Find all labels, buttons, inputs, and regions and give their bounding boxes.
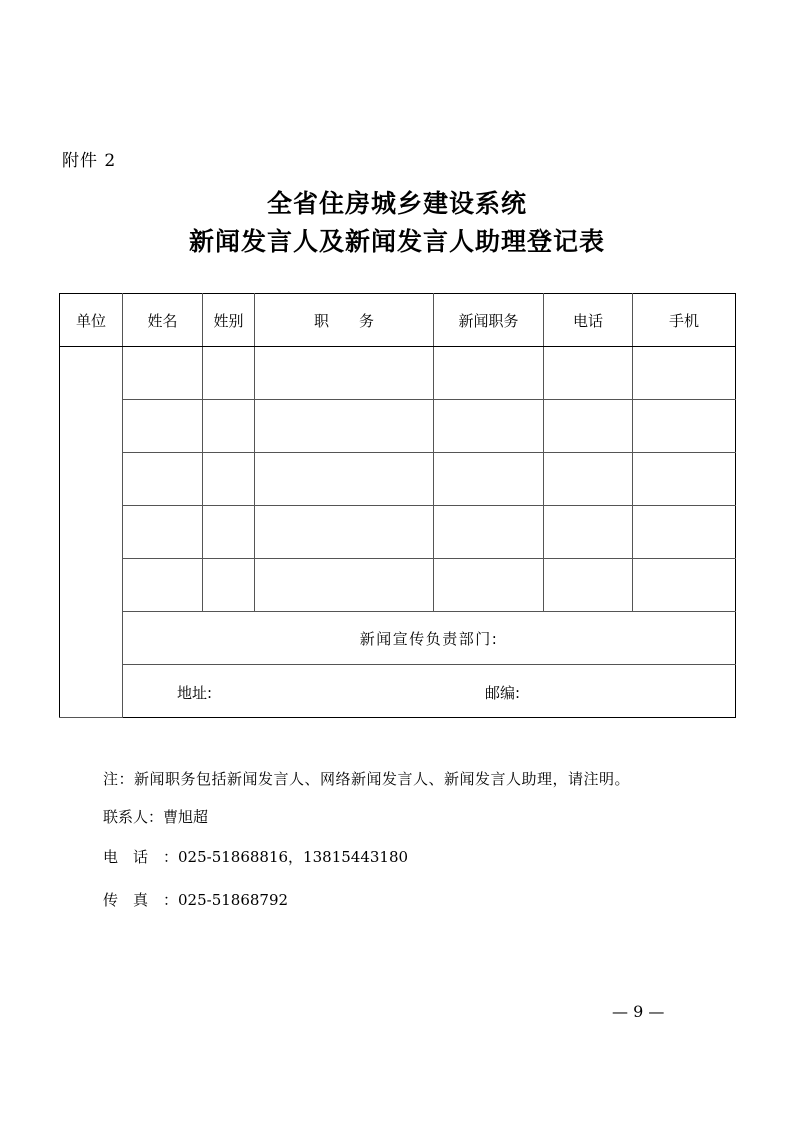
contact-line	[103, 806, 208, 827]
position-cell[interactable]	[255, 559, 434, 612]
gender-cell[interactable]	[203, 347, 255, 400]
header-gender: 姓别	[203, 294, 255, 347]
position-cell[interactable]	[255, 347, 434, 400]
phone-cell[interactable]	[544, 400, 633, 453]
mobile-cell[interactable]	[633, 453, 736, 506]
note-text: 注：新闻职务包括新闻发言人、网络新闻发言人、新闻发言人助理，请注明。	[103, 770, 631, 788]
mobile-cell[interactable]	[633, 506, 736, 559]
name-cell[interactable]	[123, 400, 203, 453]
address-label: 地址:	[177, 684, 213, 702]
header-position: 职 务	[255, 294, 434, 347]
address-row	[60, 665, 736, 718]
news-role-cell[interactable]	[434, 506, 544, 559]
page-title-line2: 新闻发言人及新闻发言人助理登记表	[188, 227, 605, 256]
position-cell[interactable]	[255, 453, 434, 506]
page-number: — 9 —	[612, 1002, 665, 1021]
unit-cell[interactable]	[60, 347, 123, 718]
phone-line	[103, 846, 408, 867]
header-news-role: 新闻职务	[434, 294, 544, 347]
news-role-cell[interactable]	[434, 559, 544, 612]
zip-label: 邮编:	[485, 684, 521, 702]
phone-cell[interactable]	[544, 453, 633, 506]
phone-value: ：025-51868816，13815443180	[163, 848, 409, 866]
phone-label: 电话	[103, 848, 164, 866]
gender-cell[interactable]	[203, 506, 255, 559]
news-role-cell[interactable]	[434, 400, 544, 453]
mobile-cell[interactable]	[633, 559, 736, 612]
table-header-row	[60, 294, 736, 347]
header-unit: 单位	[60, 294, 123, 347]
table-row	[60, 559, 736, 612]
registration-table	[59, 293, 736, 718]
table-row	[60, 347, 736, 400]
fax-value: ：025-51868792	[163, 891, 289, 909]
contact-name: 曹旭超	[163, 808, 209, 826]
name-cell[interactable]	[123, 453, 203, 506]
address-cell[interactable]	[123, 665, 736, 718]
phone-cell[interactable]	[544, 347, 633, 400]
position-cell[interactable]	[255, 400, 434, 453]
page-title-line1: 全省住房城乡建设系统	[266, 189, 527, 218]
header-mobile: 手机	[633, 294, 736, 347]
gender-cell[interactable]	[203, 559, 255, 612]
dept-row	[60, 612, 736, 665]
name-cell[interactable]	[123, 559, 203, 612]
gender-cell[interactable]	[203, 453, 255, 506]
mobile-cell[interactable]	[633, 347, 736, 400]
table-row	[60, 400, 736, 453]
header-phone: 电话	[544, 294, 633, 347]
phone-cell[interactable]	[544, 506, 633, 559]
dept-label[interactable]: 新闻宣传负责部门:	[123, 612, 736, 665]
phone-cell[interactable]	[544, 559, 633, 612]
news-role-cell[interactable]	[434, 347, 544, 400]
name-cell[interactable]	[123, 506, 203, 559]
position-cell[interactable]	[255, 506, 434, 559]
table-row	[60, 453, 736, 506]
contact-label: 联系人：	[103, 808, 164, 826]
gender-cell[interactable]	[203, 400, 255, 453]
news-role-cell[interactable]	[434, 453, 544, 506]
fax-line	[103, 889, 288, 910]
attachment-label: 附件 2	[62, 151, 117, 171]
fax-label: 传真	[103, 891, 164, 909]
table-row	[60, 506, 736, 559]
mobile-cell[interactable]	[633, 400, 736, 453]
name-cell[interactable]	[123, 347, 203, 400]
header-name: 姓名	[123, 294, 203, 347]
